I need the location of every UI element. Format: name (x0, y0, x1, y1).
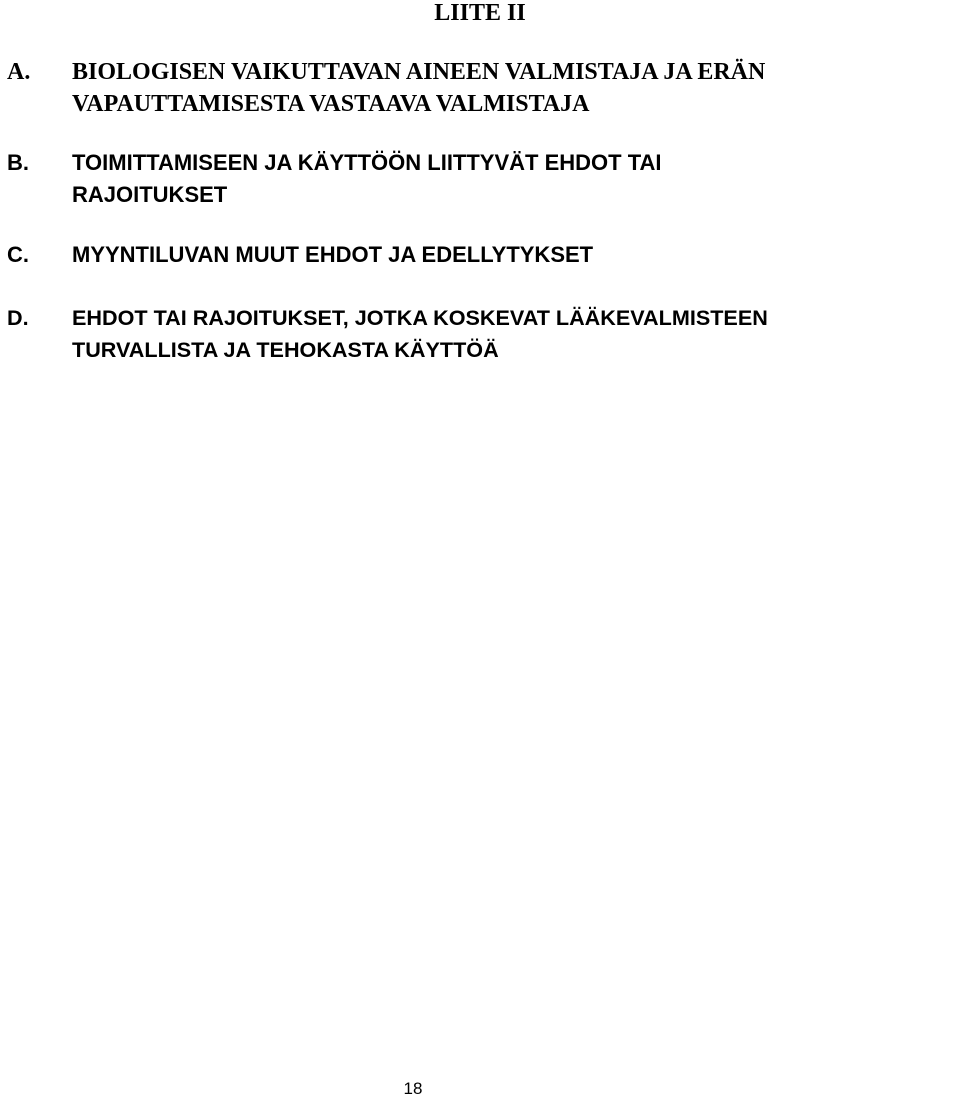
section-a-letter: A. (7, 59, 31, 85)
section-b-letter: B. (7, 150, 29, 175)
section-d-line-2: TURVALLISTA JA TEHOKASTA KÄYTTÖÄ (72, 337, 499, 362)
section-a-heading (72, 56, 765, 120)
section-b-line-1: TOIMITTAMISEEN JA KÄYTTÖÖN LIITTYVÄT EHDOT TAI (72, 150, 662, 175)
section-c-heading (72, 239, 593, 271)
section-b-heading (72, 147, 662, 211)
section-d-heading (72, 302, 768, 366)
section-b-line-2: RAJOITUKSET (72, 182, 228, 207)
section-d-line-1: EHDOT TAI RAJOITUKSET, JOTKA KOSKEVAT LÄÄKEVALMISTEEN (72, 305, 768, 330)
page-title: LIITE II (434, 0, 526, 26)
section-d-letter: D. (7, 305, 29, 330)
section-c-letter: C. (7, 242, 29, 267)
section-a-line-2: VAPAUTTAMISESTA VASTAAVA VALMISTAJA (72, 91, 590, 117)
page-number: 18 (403, 1079, 423, 1098)
section-a-line-1: BIOLOGISEN VAIKUTTAVAN AINEEN VALMISTAJA JA ERÄN (72, 59, 766, 85)
section-c-line-1: MYYNTILUVAN MUUT EHDOT JA EDELLYTYKSET (72, 242, 594, 267)
